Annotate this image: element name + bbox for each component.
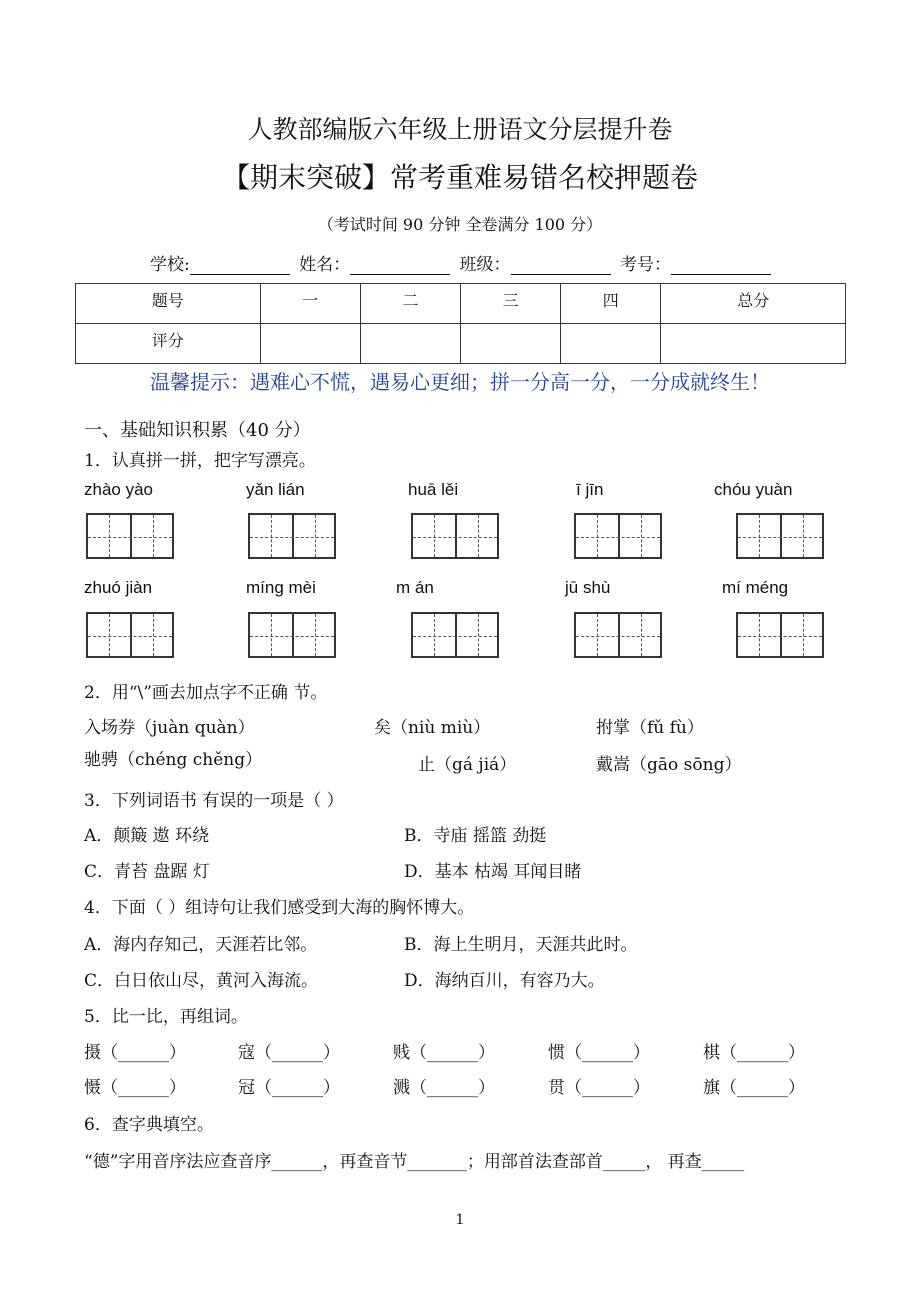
writing-grid[interactable] [574,513,662,559]
score-cell: 题号 [76,284,261,324]
compare-item[interactable]: 寇（______） [238,1043,340,1063]
score-input[interactable] [260,324,360,364]
option-c[interactable]: C．青苔 盘踞 灯 [84,862,210,882]
compare-item[interactable]: 旗（______） [703,1078,805,1098]
writing-grid[interactable] [411,513,499,559]
exam-info: （考试时间 90 分钟 全卷满分 100 分） [317,215,603,234]
pinyin: mí méng [722,578,789,597]
compare-item[interactable]: 贯（______） [548,1078,650,1098]
score-cell: 四 [561,284,661,324]
name-label: 姓名： [299,255,351,275]
score-label: 评分 [76,324,261,364]
dictionary-line[interactable]: “德”字用音序法应查音序______，再查音节_______；用部首法查部首_____， 再查_____ [84,1152,745,1172]
score-input[interactable] [661,324,846,364]
compare-item[interactable]: 摄（______） [84,1043,186,1063]
option-d[interactable]: D．海纳百川，有容乃大。 [404,971,605,991]
score-cell: 三 [460,284,560,324]
writing-grid[interactable] [248,513,336,559]
pinyin: huā lěi [408,480,459,499]
option-b[interactable]: B．寺庙 摇篮 劲挺 [404,826,547,846]
name-blank[interactable] [350,257,450,275]
page-number: 1 [455,1212,465,1228]
compare-item[interactable]: 慑（______） [84,1078,186,1098]
question-1-title: 1．认真拼一拼，把字写漂亮。 [84,451,316,471]
section-heading: 一、基础知识积累（40 分） [84,420,311,441]
writing-grid[interactable] [248,612,336,658]
question-3-title: 3．下列词语书 有误的一项是（ ） [84,791,344,811]
pinyin: ī jīn [576,480,604,499]
pinyin: míng mèi [246,578,316,597]
question-4-title: 4．下面（ ）组诗句让我们感受到大海的胸怀博大。 [84,898,475,918]
compare-item[interactable]: 惯（______） [548,1043,650,1063]
choice-item[interactable]: 驰骋（chéng chěng） [84,750,263,770]
pinyin: zhuó jiàn [84,578,153,597]
tip-text: 温馨提示：遇难心不慌，遇易心更细；拼一分高一分，一分成就终生！ [150,370,770,394]
option-b[interactable]: B．海上生明月，天涯共此时。 [404,935,638,955]
choice-item[interactable]: 戴嵩（gāo sōng） [596,755,742,775]
writing-grid[interactable] [86,612,174,658]
choice-item[interactable]: 拊掌（fǔ fù） [596,718,704,738]
writing-grid[interactable] [86,513,174,559]
score-cell: 二 [360,284,460,324]
score-row [76,324,846,364]
score-header-row [76,284,846,324]
compare-item[interactable]: 溅（______） [393,1078,495,1098]
option-a[interactable]: A．颠簸 遨 环绕 [84,826,210,846]
school-label: 学校: [150,255,190,275]
writing-grid[interactable] [736,612,824,658]
compare-item[interactable]: 冠（______） [238,1078,340,1098]
pinyin: chóu yuàn [714,480,793,499]
compare-item[interactable]: 贱（______） [393,1043,495,1063]
option-c[interactable]: C．白日依山尽，黄河入海流。 [84,971,319,991]
score-table [75,283,846,364]
pinyin: m án [396,578,434,597]
writing-grid[interactable] [411,612,499,658]
class-blank[interactable] [511,257,611,275]
score-input[interactable] [561,324,661,364]
pinyin: zhào yào [84,480,153,499]
pinyin: yǎn lián [246,480,305,499]
score-cell: 总分 [661,284,846,324]
page-title: 【期末突破】常考重难易错名校押题卷 [221,161,698,194]
question-2-title: 2．用“\”画去加点字不正确 节。 [84,683,328,703]
class-label: 班级： [459,255,511,275]
choice-item[interactable]: 止（gá jiá） [418,755,517,775]
subtitle: 人教部编版六年级上册语文分层提升卷 [247,115,673,144]
score-input[interactable] [360,324,460,364]
writing-grid[interactable] [574,612,662,658]
student-info [150,250,775,275]
id-label: 考号： [619,255,671,275]
pinyin: jū shù [565,578,611,597]
option-a[interactable]: A．海内存知己，天涯若比邻。 [84,935,318,955]
compare-item[interactable]: 棋（______） [703,1043,805,1063]
id-blank[interactable] [671,257,771,275]
writing-grid[interactable] [736,513,824,559]
option-d[interactable]: D．基本 枯竭 耳闻目睹 [404,862,582,882]
score-input[interactable] [460,324,560,364]
choice-item[interactable]: 入场券（juàn quàn） [84,718,255,738]
question-5-title: 5．比一比，再组词。 [84,1007,248,1027]
question-6-title: 6．查字典填空。 [84,1115,214,1135]
score-cell: 一 [260,284,360,324]
choice-item[interactable]: 矣（niù miù） [374,718,491,738]
school-blank[interactable] [190,257,290,275]
